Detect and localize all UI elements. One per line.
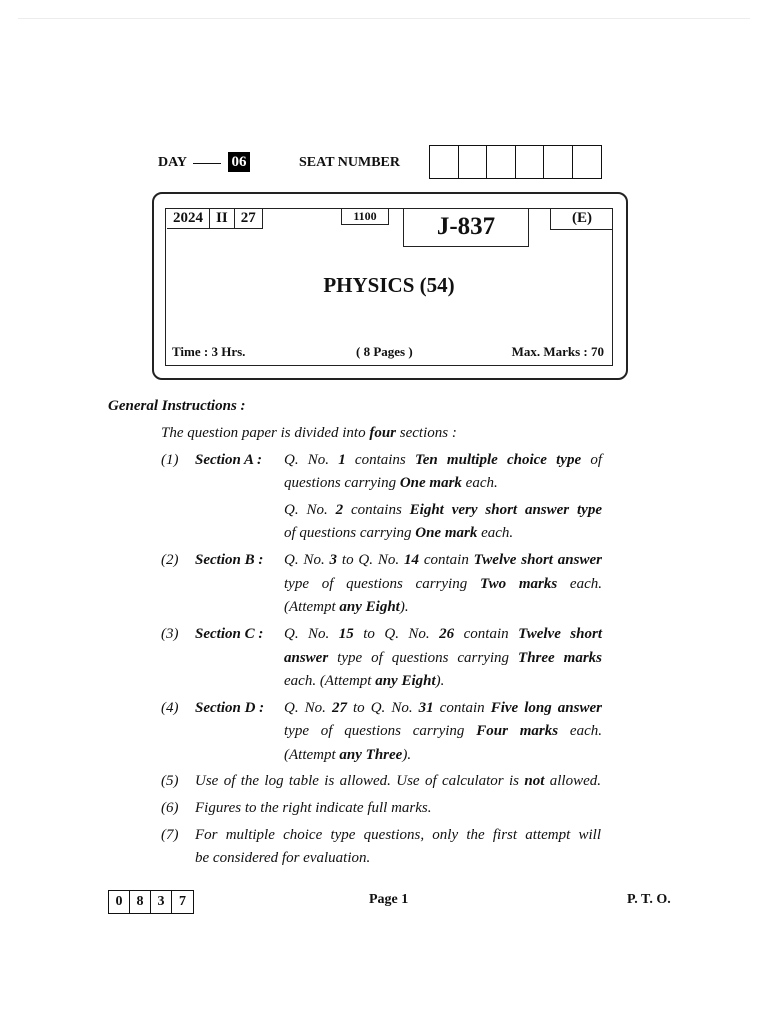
seat-number-box[interactable]: [516, 146, 545, 178]
time-label: Time : 3 Hrs.: [172, 344, 246, 359]
subject-title: PHYSICS (54): [323, 273, 455, 297]
exam-term: II: [210, 208, 235, 228]
seat-number-box[interactable]: [544, 146, 573, 178]
top-rule: [18, 18, 750, 19]
item-number: (5): [161, 773, 179, 789]
section-b-label: Section B :: [195, 552, 264, 568]
section-d-label: Section D :: [195, 700, 265, 716]
section-b-line-2: type of questions carrying Two marks each.: [284, 576, 602, 592]
instructions-intro: The question paper is divided into four sections :: [161, 425, 457, 441]
item-number: (6): [161, 800, 179, 816]
general-instructions-heading: General Instructions :: [108, 398, 246, 414]
footer-code-digit: 8: [130, 891, 151, 913]
day-dash: [193, 163, 221, 164]
seat-number-box[interactable]: [573, 146, 602, 178]
section-a-line-2: questions carrying One mark each.: [284, 475, 498, 491]
seat-number-box[interactable]: [487, 146, 516, 178]
footer-code-digit: 3: [151, 891, 172, 913]
day-value: 06: [228, 152, 250, 172]
section-d-line-3: (Attempt any Three).: [284, 747, 412, 763]
seat-number-boxes: [429, 145, 602, 179]
item-number: (1): [161, 452, 179, 468]
day-label: DAY: [158, 155, 188, 170]
section-c-line-3: each. (Attempt any Eight).: [284, 673, 445, 689]
exam-year: 2024: [167, 208, 210, 228]
section-a-label: Section A :: [195, 452, 262, 468]
centre-code: 1100: [341, 208, 389, 225]
section-c-line-1: Q. No. 15 to Q. No. 26 contain Twelve short: [284, 626, 602, 642]
section-a-line-3: Q. No. 2 contains Eight very short answer type: [284, 502, 602, 518]
medium-code: (E): [550, 208, 613, 230]
pages-label: ( 8 Pages ): [356, 344, 413, 359]
please-turn-over: P. T. O.: [627, 892, 671, 907]
seat-number-label: SEAT NUMBER: [299, 155, 401, 170]
seat-number-box[interactable]: [459, 146, 488, 178]
section-d-line-2: type of questions carrying Four marks each.: [284, 723, 602, 739]
page-number: Page 1: [369, 892, 409, 907]
section-a-line-1: Q. No. 1 contains Ten multiple choice type of: [284, 452, 602, 468]
footer-code-boxes: [108, 890, 194, 914]
paper-code: J-837: [403, 208, 529, 247]
seat-number-box[interactable]: [430, 146, 459, 178]
exam-code-group: [167, 208, 263, 229]
item-number: (3): [161, 626, 179, 642]
section-b-line-1: Q. No. 3 to Q. No. 14 contain Twelve short answer: [284, 552, 602, 568]
instruction-5: Use of the log table is allowed. Use of calculator is not allowed.: [195, 773, 602, 789]
section-c-label: Section C :: [195, 626, 264, 642]
footer-code-digit: 0: [109, 891, 130, 913]
section-c-line-2: answer type of questions carrying Three marks: [284, 650, 603, 666]
instruction-7-line-2: be considered for evaluation.: [195, 850, 371, 866]
item-number: (4): [161, 700, 179, 716]
exam-day-code: 27: [240, 210, 256, 226]
section-b-line-3: (Attempt any Eight).: [284, 599, 409, 615]
item-number: (7): [161, 827, 179, 843]
section-a-line-4: of questions carrying One mark each.: [284, 525, 514, 541]
footer-code-digit: 7: [179, 894, 186, 909]
instruction-6: Figures to the right indicate full marks.: [195, 800, 432, 816]
section-d-line-1: Q. No. 27 to Q. No. 31 contain Five long answer: [284, 700, 602, 716]
item-number: (2): [161, 552, 179, 568]
max-marks-label: Max. Marks : 70: [511, 344, 604, 359]
instruction-7-line-1: For multiple choice type questions, only the first attempt will: [195, 827, 601, 843]
